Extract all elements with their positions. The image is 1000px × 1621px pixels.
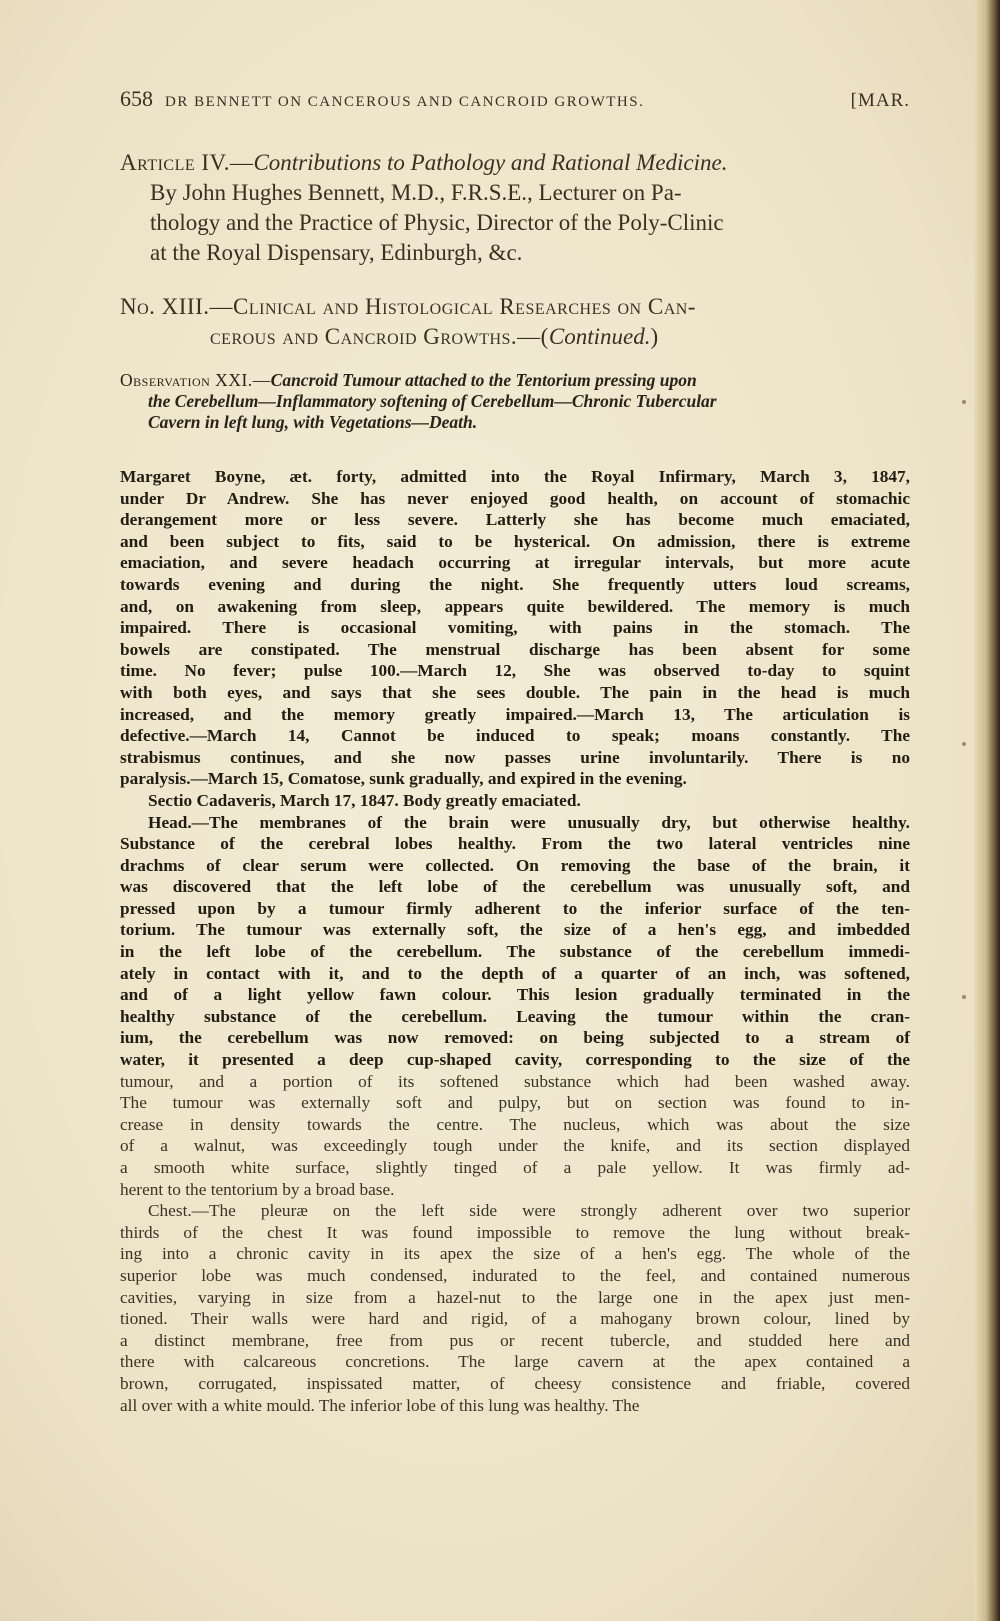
observation-title-line: Cancroid Tumour attached to the Tentorium pressing upon [270,370,697,390]
body-line: derangement more or less severe. Latterly she has become much emaciated, [120,510,910,530]
body-line: Sectio Cadaveris, March 17, 1847. Body greatly emaciated. [148,790,581,810]
section-number-heading [120,292,910,352]
body-line: defective.—March 14, Cannot be induced to speak; moans constantly. The [120,726,910,746]
body-line: ately in contact with it, and to the depth of a quarter of an inch, was softened, [120,963,910,983]
body-line: torium. The tumour was externally soft, the size of a hen's egg, and imbedded [120,920,910,940]
continued-label: Continued. [548,324,651,349]
section-heading-line: cerous and Cancroid Growths.—( [210,324,549,349]
paper-speck [962,995,966,999]
book-spine-shadow [974,0,1000,1621]
paper-speck [962,742,966,746]
body-line: and of a light yellow fawn colour. This lesion gradually terminated in the [120,985,910,1005]
body-line: impaired. There is occasional vomiting, with pains in the stomach. The [120,618,910,638]
observation-title-line: Cavern in left lung, with Vegetations—Death. [148,412,478,432]
body-line: there with calcareous concretions. The large cavern at the apex contained a [120,1352,910,1372]
body-line: in the left lobe of the cerebellum. The substance of the cerebellum immedi- [120,942,910,962]
running-mark: [MAR. [850,90,910,111]
body-line: tumour, and a portion of its softened substance which had been washed away. [120,1071,910,1091]
body-line: a distinct membrane, free from pus or recent tubercle, and studded here and [120,1330,910,1350]
observation-title-line: the Cerebellum—Inflammatory softening of Cerebellum—Chronic Tubercular [148,391,717,411]
body-line: increased, and the memory greatly impaired.—March 13, The articulation is [120,704,910,724]
body-line: and, on awakening from sleep, appears quite bewildered. The memory is much [120,596,910,616]
byline-line: By John Hughes Bennett, M.D., F.R.S.E., Lecturer on Pa- [150,180,682,205]
paper-speck [962,400,966,404]
body-line: time. No fever; pulse 100.—March 12, She was observed to-day to squint [120,661,910,681]
body-line: Margaret Boyne, æt. forty, admitted into the Royal Infirmary, March 3, 1847, [120,467,910,486]
running-head [120,86,910,112]
body-line: Head.—The membranes of the brain were unusually dry, but otherwise healthy. [148,812,910,832]
body-line: thirds of the chest It was found impossible to remove the lung without break- [120,1222,910,1242]
article-title: Contributions to Pathology and Rational Medicine. [253,150,728,175]
body-line: and been subject to fits, said to be hysterical. On admission, there is extreme [120,531,910,551]
body-line: herent to the tentorium by a broad base. [120,1179,395,1199]
article-label: Article IV.— [120,150,254,175]
body-line: ing into a chronic cavity in its apex the size of a hen's egg. The whole of the [120,1244,910,1264]
body-line: towards evening and during the night. She frequently utters loud screams, [120,574,910,594]
running-title: DR BENNETT ON CANCEROUS AND CANCROID GROWTHS. [165,94,645,110]
byline-line: at the Royal Dispensary, Edinburgh, &c. [150,240,523,265]
body-line: The tumour was externally soft and pulpy, but on section was found to in- [120,1093,910,1113]
body-line: cavities, varying in size from a hazel-nut to the large one in the apex just men- [120,1287,910,1307]
body-line: drachms of clear serum were collected. On removing the base of the brain, it [120,855,910,875]
body-line: a smooth white surface, slightly tinged of a pale yellow. It was firmly ad- [120,1158,910,1177]
observation-label: Observation XXI.— [120,370,271,390]
article-heading [120,148,910,268]
body-line: Chest.—The pleuræ on the left side were strongly adherent over two superior [148,1201,910,1221]
body-line: of a walnut, was exceedingly tough under the knife, and its section displayed [120,1136,910,1156]
body-line: with both eyes, and says that she sees double. The pain in the head is much [120,682,910,702]
body-line: crease in density towards the centre. The nucleus, which was about the size [120,1114,910,1134]
body-line: paralysis.—March 15, Comatose, sunk gradually, and expired in the evening. [120,769,687,789]
body-line: emaciation, and severe headach occurring at irregular intervals, but more acute [120,553,910,573]
body-line: all over with a white mould. The inferior lobe of this lung was healthy. The [120,1395,640,1415]
section-heading-line: No. XIII.—Clinical and Histological Researches on Can- [120,294,696,319]
body-line: Substance of the cerebral lobes healthy. From the two lateral ventricles nine [120,834,910,854]
body-line: superior lobe was much condensed, indurated to the feel, and contained numerous [120,1265,910,1285]
body-line: strabismus continues, and she now passes urine involuntarily. There is no [120,747,910,767]
body-line: tioned. Their walls were hard and rigid, of a mahogany brown colour, lined by [120,1309,910,1329]
case-body-text [120,466,910,1416]
body-line: pressed upon by a tumour firmly adherent to the inferior surface of the ten- [120,898,910,918]
body-line: under Dr Andrew. She has never enjoyed good health, on account of stomachic [120,488,910,508]
byline-line: thology and the Practice of Physic, Director of the Poly-Clinic [150,210,724,235]
body-line: water, it presented a deep cup-shaped cavity, corresponding to the size of the [120,1050,910,1070]
section-heading-close: ) [650,324,659,349]
body-line: bowels are constipated. The menstrual discharge has been absent for some [120,639,910,659]
page-number: 658 [120,86,153,111]
body-line: brown, corrugated, inspissated matter, of cheesy consistence and friable, covered [120,1373,910,1393]
body-line: healthy substance of the cerebellum. Leaving the tumour within the cran- [120,1006,910,1026]
observation-heading [120,370,910,433]
body-line: ium, the cerebellum was now removed: on being subjected to a stream of [120,1028,910,1048]
body-line: was discovered that the left lobe of the cerebellum was unusually soft, and [120,877,910,897]
